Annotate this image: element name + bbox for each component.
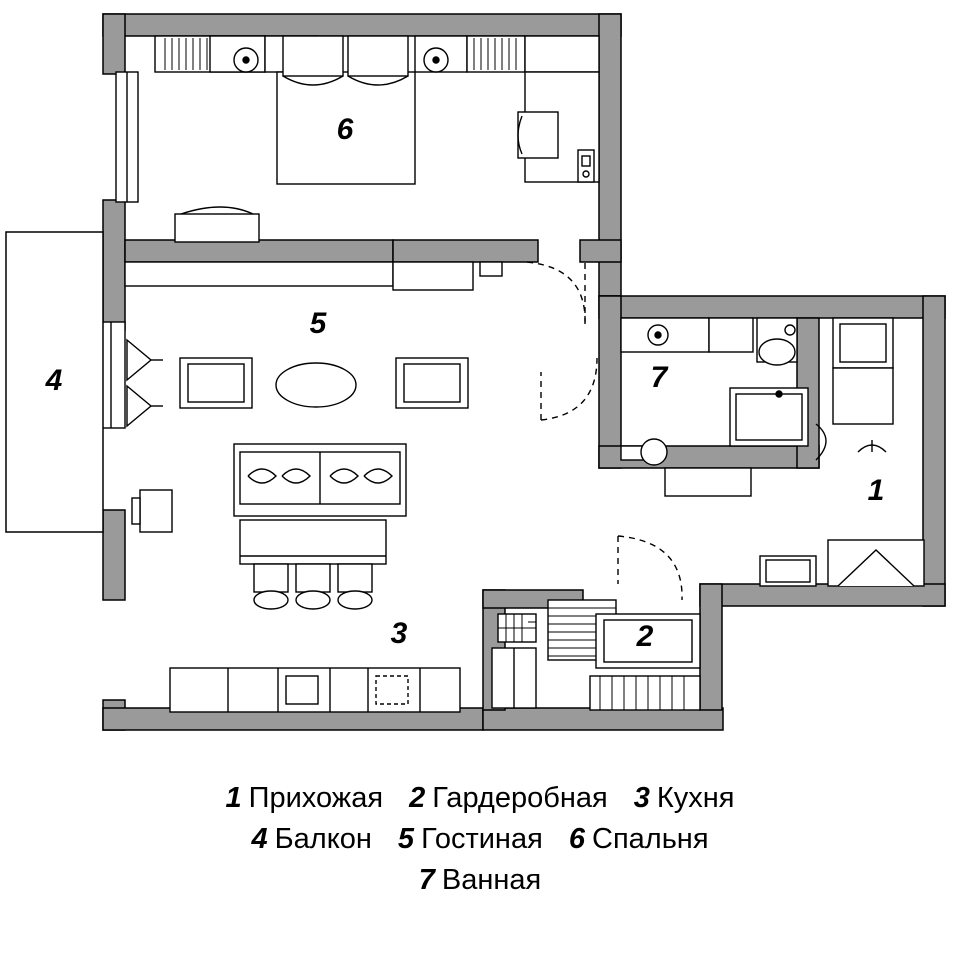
- legend-item-2: [409, 778, 608, 819]
- legend: [0, 778, 960, 902]
- legend-item-5: [398, 819, 543, 860]
- legend-item-7: [419, 860, 541, 901]
- legend-number-3: 3: [633, 782, 650, 814]
- legend-item-1: [226, 778, 384, 819]
- legend-number-7: 7: [418, 864, 435, 897]
- room-marker-3: 3: [390, 617, 408, 650]
- legend-label-6: Спальня: [592, 823, 709, 856]
- legend-label-1: Прихожая: [248, 782, 384, 814]
- legend-item-6: [569, 819, 709, 860]
- room-marker-7: 7: [650, 361, 668, 394]
- legend-number-4: 4: [251, 823, 268, 856]
- legend-item-4: [251, 819, 371, 860]
- room-marker-5: 5: [309, 307, 327, 340]
- legend-number-5: 5: [397, 823, 415, 856]
- legend-label-4: Балкон: [274, 823, 372, 856]
- legend-line-3: [0, 860, 960, 901]
- room-marker-2: 2: [636, 620, 654, 653]
- legend-label-7: Ванная: [441, 864, 542, 897]
- legend-line-2: [0, 819, 960, 860]
- legend-label-2: Гардеробная: [432, 782, 608, 814]
- legend-label-3: Кухня: [656, 782, 735, 814]
- legend-item-3: [634, 778, 735, 819]
- legend-number-6: 6: [568, 823, 585, 856]
- room-marker-4: 4: [45, 364, 63, 397]
- legend-line-1: [0, 778, 960, 819]
- room-marker-1: 1: [867, 474, 885, 507]
- legend-number-2: 2: [409, 782, 426, 814]
- plan-linework: [6, 36, 924, 712]
- legend-label-5: Гостиная: [421, 823, 543, 856]
- legend-number-1: 1: [225, 782, 242, 814]
- room-marker-6: 6: [336, 113, 354, 146]
